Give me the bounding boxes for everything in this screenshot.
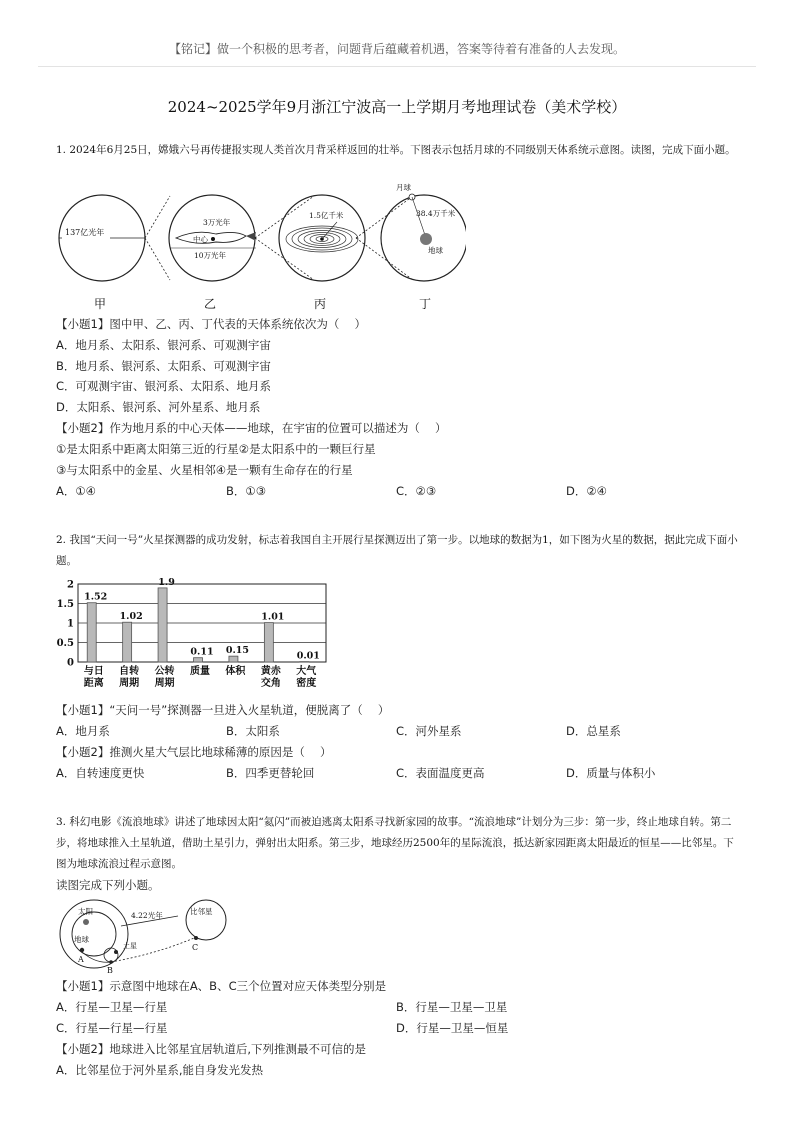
page-title: 2024~2025学年9月浙江宁波高一上学期月考地理试卷（美术学校） [167, 98, 627, 116]
q3-sub1-option-a[interactable]: A．行星—卫星—行星 [56, 1000, 168, 1014]
y-tick-label: 2 [67, 579, 74, 591]
q3-sub1-option-c[interactable]: C．行星—行星—行星 [56, 1021, 168, 1035]
bar [158, 588, 167, 662]
bar [194, 658, 203, 662]
x-tick-label: 距离 [83, 678, 104, 689]
header-motto: 【铭记】做一个积极的思考者，问题背后蕴藏着机遇，答案等待着有准备的人去发现。 [168, 42, 625, 56]
x-tick-label: 密度 [296, 678, 317, 689]
q1-sub2-statement-1: ①是太阳系中距离太阳第三近的行星②是太阳系中的一颗巨行星 [56, 442, 376, 456]
y-tick-label: 0 [67, 657, 74, 669]
bar [264, 623, 273, 662]
q2-sub1-stem: 【小题1】“天问一号”探测器一旦进入火星轨道，便脱离了（ ） [56, 703, 390, 717]
ding-moon-label: 月球 [396, 183, 411, 192]
point-c-label: C [192, 943, 199, 952]
q1-stem: 1. 2024年6月25日，嫦娥六号再传捷报实现人类首次月背采样返回的壮举。下图表示包括月球的不同级别天体系统示意图。读图，完成下面小题。 [56, 144, 736, 156]
q2-sub1-option-d[interactable]: D．总星系 [566, 724, 621, 738]
q1-sub2-option-a[interactable]: A．①④ [56, 484, 96, 498]
bing-distance-label: 1.5亿千米 [309, 211, 344, 220]
q2-sub1-option-a[interactable]: A．地月系 [56, 724, 110, 738]
x-tick-label: 公转 [154, 666, 175, 677]
label-ding: 丁 [419, 297, 432, 311]
q2-stem: 2. 我国“天问一号”火星探测器的成功发射，标志着我国自主开展行星探测迈出了第一步。以地球的数据为1，如下图为火星的数据，据此完成下面小题。 [56, 534, 738, 567]
q2-sub1-option-b[interactable]: B．太阳系 [226, 724, 280, 738]
distance-label: 4.22光年 [131, 911, 163, 920]
q1-celestial-systems-figure [56, 182, 466, 314]
y-tick-label: 1.5 [56, 599, 74, 610]
bar [123, 622, 132, 662]
q1-sub2-stem: 【小题2】作为地月系的中心天体——地球，在宇宙的位置可以描述为（ ） [56, 421, 447, 435]
yi-diameter-label: 10万光年 [194, 251, 227, 260]
q3-stem: 3. 科幻电影《流浪地球》讲述了地球因太阳“氦闪”而被迫逃离太阳系寻找新家园的故事。“流浪地球”计划分为三步：第一步，终止地球自转。第二步，将地球推入土星轨道，借助土星引力，弹射出太阳系。第三步，地球经历2500年的星际流浪，抵达新家园距离太阳最近的恒星——比邻星。下图为地球流浪过程示意图。 [56, 816, 734, 870]
saturn-label: 土星 [123, 942, 137, 950]
bar [87, 603, 96, 662]
q3-sub1-stem: 【小题1】示意图中地球在A、B、C三个位置对应天体类型分别是 [56, 979, 387, 993]
bar [229, 656, 238, 662]
q1-sub1-option-b[interactable]: B．地月系、银河系、太阳系、可观测宇宙 [56, 359, 271, 373]
label-yi: 乙 [204, 297, 217, 311]
q1-sub1-stem: 【小题1】图中甲、乙、丙、丁代表的天体系统依次为（ ） [56, 317, 366, 331]
q3-sub1-option-b[interactable]: B．行星—卫星—卫星 [396, 1000, 508, 1014]
wandering-earth-figure [56, 894, 236, 976]
q1-sub1-option-d[interactable]: D．太阳系、银河系、河外星系、地月系 [56, 400, 261, 414]
bar-value-label: 0.11 [190, 646, 214, 658]
q2-sub2-option-d[interactable]: D．质量与体积小 [566, 766, 656, 780]
bar-value-label: 0.15 [225, 645, 249, 657]
x-tick-label: 与日 [83, 666, 104, 677]
x-tick-label: 体积 [225, 666, 246, 677]
q3-sub1-option-d[interactable]: D．行星—卫星—恒星 [396, 1021, 509, 1035]
y-tick-label: 0.5 [56, 638, 74, 649]
q2-sub1-option-c[interactable]: C．河外星系 [396, 724, 462, 738]
bar-value-label: 0.01 [296, 650, 320, 662]
yi-center-label: 中心 [193, 235, 208, 244]
point-b-label: B [107, 966, 113, 975]
label-bing: 丙 [314, 297, 327, 311]
x-tick-label: 周期 [119, 678, 140, 689]
x-tick-label: 交角 [260, 678, 281, 689]
yi-thickness-label: 3万光年 [203, 218, 231, 227]
earth-label: 地球 [74, 935, 89, 944]
bar-value-label: 1.02 [119, 611, 143, 623]
sun-label: 太阳 [78, 907, 93, 916]
q2-sub2-option-a[interactable]: A．自转速度更快 [56, 766, 145, 780]
q2-sub2-option-c[interactable]: C．表面温度更高 [396, 766, 485, 780]
x-tick-label: 大气 [296, 666, 317, 677]
proxima-label: 比邻星 [190, 907, 213, 916]
header-divider [38, 66, 756, 67]
q1-sub2-statement-2: ③与太阳系中的金星、火星相邻④是一颗有生命存在的行星 [56, 463, 353, 477]
label-jia: 甲 [94, 297, 107, 311]
q1-sub1-option-c[interactable]: C．可观测宇宙、银河系、太阳系、地月系 [56, 379, 272, 393]
ding-earth-label: 地球 [428, 246, 443, 255]
point-a-label: A [78, 955, 84, 964]
x-tick-label: 周期 [154, 678, 175, 689]
x-tick-label: 自转 [119, 666, 140, 677]
q3-sub2-option-a[interactable]: A．比邻星位于河外星系,能自身发光发热 [56, 1063, 264, 1077]
q2-sub2-stem: 【小题2】推测火星大气层比地球稀薄的原因是（ ） [56, 745, 332, 759]
q1-sub2-option-b[interactable]: B．①③ [226, 484, 267, 498]
bar-value-label: 1.01 [261, 611, 285, 623]
mars-data-bar-chart [56, 574, 336, 698]
q3-sub2-stem: 【小题2】地球进入比邻星宜居轨道后,下列推测最不可信的是 [56, 1042, 366, 1056]
jia-size-label: 137亿光年 [65, 228, 105, 237]
ding-distance-label: 38.4万千米 [416, 209, 456, 218]
bar-value-label: 1.52 [84, 591, 108, 603]
q2-sub2-option-b[interactable]: B．四季更替轮回 [226, 766, 315, 780]
bar-value-label: 1.9 [158, 576, 175, 588]
q1-sub1-option-a[interactable]: A．地月系、太阳系、银河系、可观测宇宙 [56, 338, 271, 352]
q3-read-instruction: 读图完成下列小题。 [56, 878, 160, 892]
x-tick-label: 质量 [190, 666, 210, 677]
q1-sub2-option-c[interactable]: C．②③ [396, 484, 437, 498]
x-tick-label: 黄赤 [260, 666, 281, 677]
y-tick-label: 1 [67, 618, 74, 630]
q1-sub2-option-d[interactable]: D．②④ [566, 484, 607, 498]
